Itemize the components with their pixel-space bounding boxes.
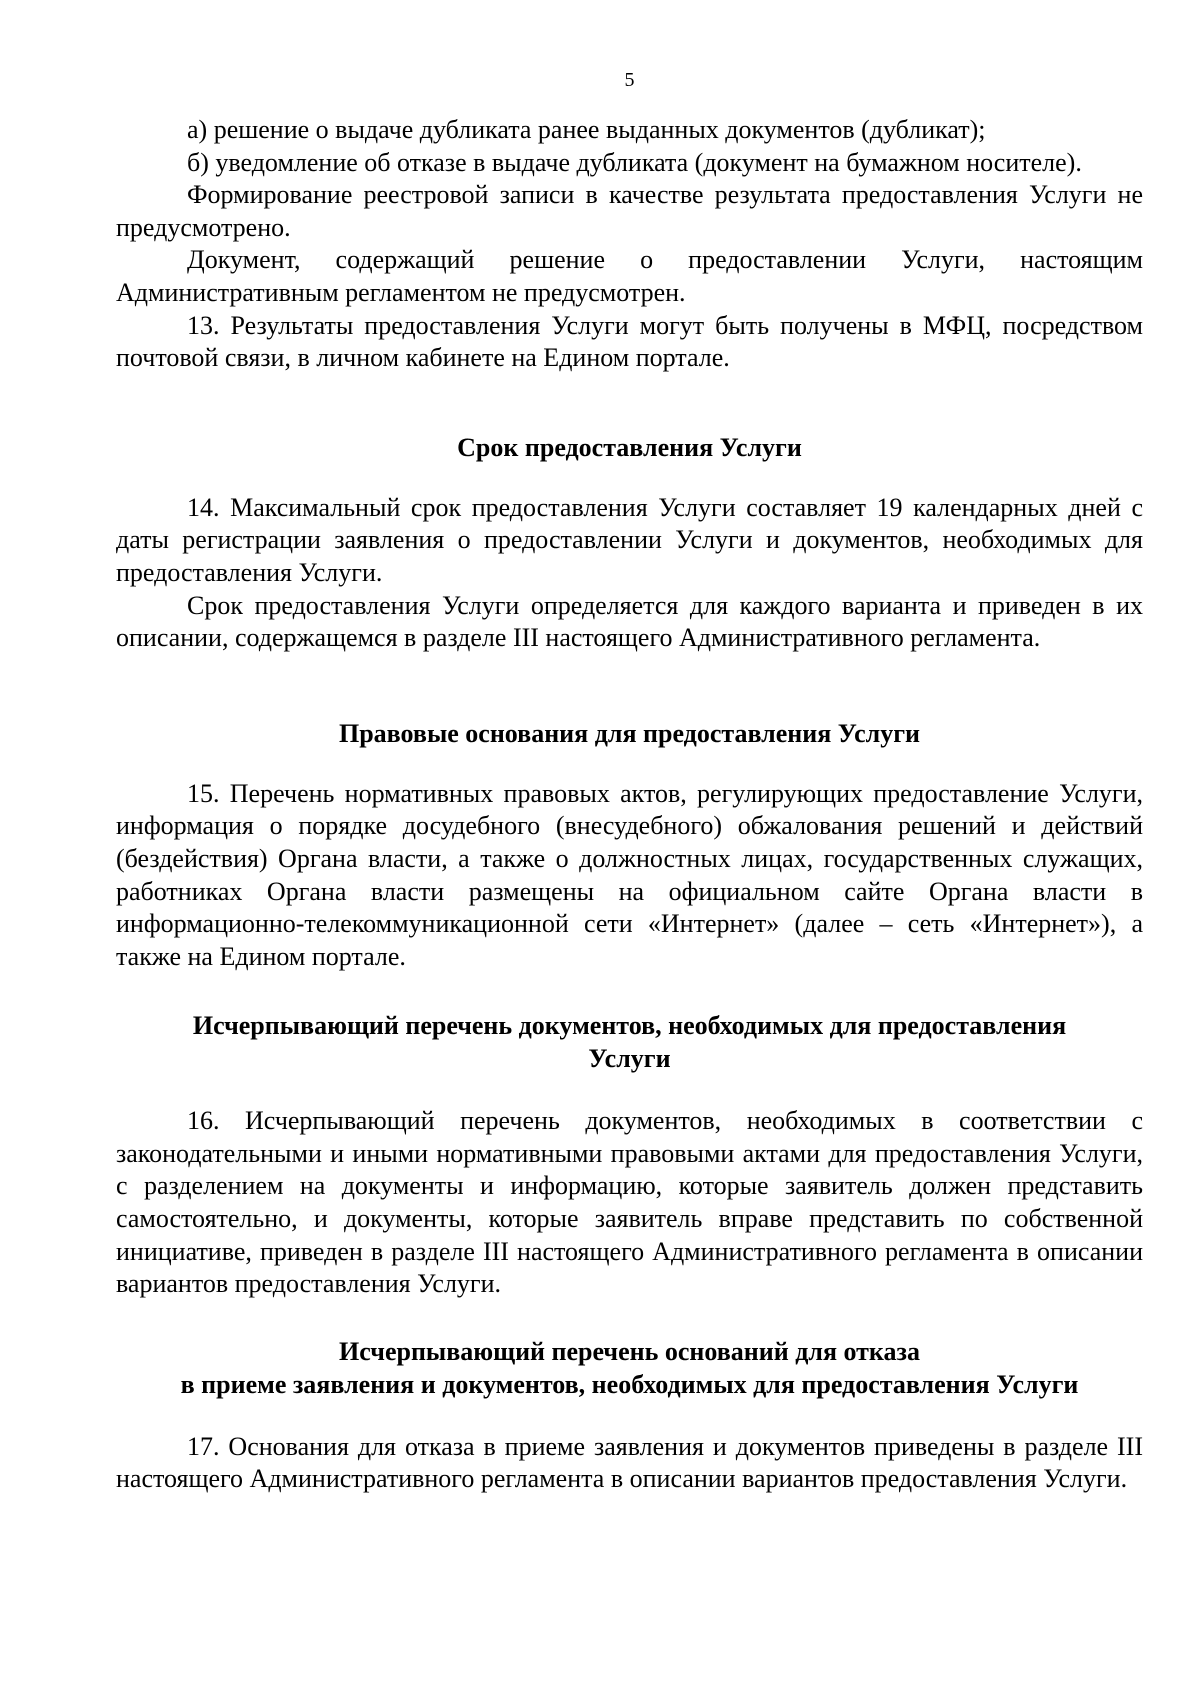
- heading-service-term: Срок предоставления Услуги: [457, 432, 802, 462]
- paragraph-14-max-term: 14. Максимальный срок предоставления Услуги составляет 19 календарных дней с даты регистрации заявления о предоставлении Услуги и документов, необходимых для предоставления Услуги.: [116, 492, 1143, 587]
- paragraph-decision-document: Документ, содержащий решение о предоставлении Услуги, настоящим Административным регламентом не предусмотрен.: [116, 245, 1143, 307]
- paragraph-b-refusal-notice: б) уведомление об отказе в выдаче дубликата (документ на бумажном носителе).: [187, 147, 1082, 177]
- paragraph-term-per-variant: Срок предоставления Услуги определяется для каждого варианта и приведен в их описании, содержащемся в разделе III настоящего Административного регламента.: [116, 590, 1143, 653]
- heading-refusal-grounds: [116, 1335, 1143, 1401]
- heading-documents-list-line1: Исчерпывающий перечень документов, необходимых для предоставления: [192, 1011, 1067, 1041]
- paragraph-registry-record: Формирование реестровой записи в качестве результата предоставления Услуги не предусмотрено.: [116, 180, 1143, 242]
- heading-refusal-grounds-line2: в приеме заявления и документов, необходимых для предоставления Услуги: [180, 1369, 1079, 1399]
- page-number: 5: [624, 69, 635, 91]
- paragraph-16-documents: 16. Исчерпывающий перечень документов, необходимых в соответствии с законодательными и иными нормативными правовыми актами для предоставления Услуги, с разделением на документы и информацию, которые заявитель должен представить самостоятельно, и документы, которые заявитель вправе представить по собственной инициативе, приведен в разделе III настоящего Административного регламента в описании вариантов предоставления Услуги.: [116, 1106, 1143, 1299]
- heading-documents-list: [116, 1009, 1143, 1075]
- paragraph-a-duplicate-decision: а) решение о выдаче дубликата ранее выданных документов (дубликат);: [187, 115, 986, 144]
- heading-documents-list-line2: Услуги: [588, 1044, 671, 1074]
- heading-refusal-grounds-line1: Исчерпывающий перечень оснований для отказа: [339, 1336, 920, 1366]
- paragraph-17-refusal: 17. Основания для отказа в приеме заявления и документов приведены в разделе III настоящего Административного регламента в описании вариантов предоставления Услуги.: [116, 1431, 1143, 1494]
- paragraph-13-results: 13. Результаты предоставления Услуги могут быть получены в МФЦ, посредством почтовой связи, в личном кабинете на Едином портале.: [116, 310, 1143, 373]
- heading-legal-grounds: Правовые основания для предоставления Услуги: [339, 718, 920, 748]
- paragraph-15-legal-acts: 15. Перечень нормативных правовых актов, регулирующих предоставление Услуги, информация о порядке досудебного (внесудебного) обжалования решений и действий (бездействия) Органа власти, а также о должностных лицах, государственных служащих, работниках Органа власти размещены на официальном сайте Органа власти в информационно-телекоммуникационной сети «Интернет» (далее – сеть «Интернет»), а также на Едином портале.: [116, 778, 1143, 971]
